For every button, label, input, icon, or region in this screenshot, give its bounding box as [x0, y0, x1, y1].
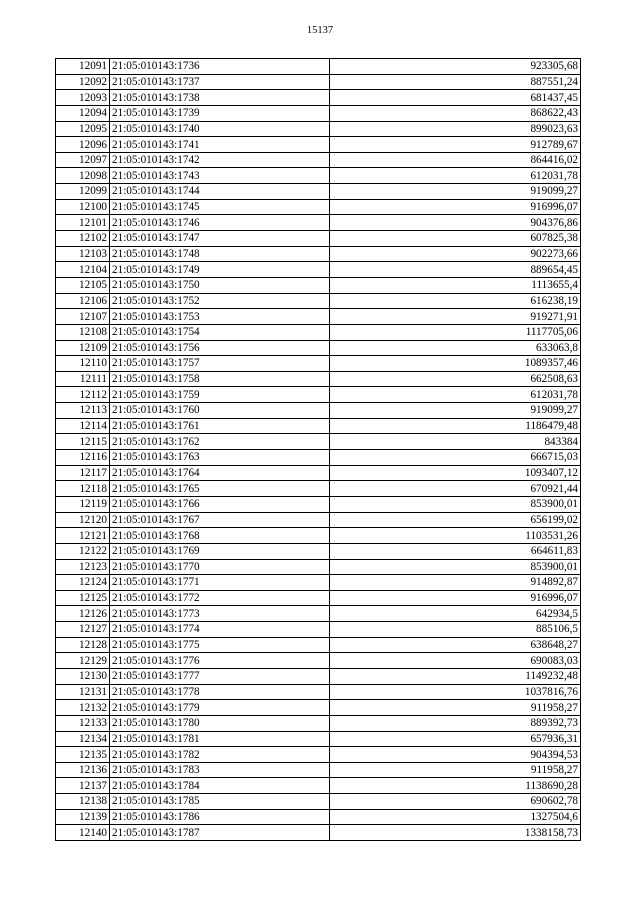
- cadastral-value: 1186479,48: [330, 418, 581, 434]
- cadastral-number: 21:05:010143:1772: [110, 590, 330, 606]
- row-number: 12134: [56, 731, 110, 747]
- table-row: [56, 403, 581, 419]
- cadastral-number: 21:05:010143:1777: [110, 668, 330, 684]
- table-row: [56, 715, 581, 731]
- cadastral-number: 21:05:010143:1763: [110, 450, 330, 466]
- row-number: 12112: [56, 387, 110, 403]
- row-number: 12096: [56, 137, 110, 153]
- cadastral-number: 21:05:010143:1765: [110, 481, 330, 497]
- row-number: 12104: [56, 262, 110, 278]
- table-row: [56, 747, 581, 763]
- cadastral-value: 868622,43: [330, 105, 581, 121]
- cadastral-value: 902273,66: [330, 246, 581, 262]
- cadastral-value: 919099,27: [330, 184, 581, 200]
- table-row: [56, 387, 581, 403]
- row-number: 12100: [56, 199, 110, 215]
- row-number: 12138: [56, 794, 110, 810]
- cadastral-value: 912789,67: [330, 137, 581, 153]
- table-row: [56, 90, 581, 106]
- cadastral-value: 1103531,26: [330, 528, 581, 544]
- cadastral-number: 21:05:010143:1756: [110, 340, 330, 356]
- table-row: [56, 168, 581, 184]
- row-number: 12118: [56, 481, 110, 497]
- cadastral-number: 21:05:010143:1737: [110, 74, 330, 90]
- page-number: 15137: [306, 25, 334, 36]
- cadastral-number: 21:05:010143:1776: [110, 653, 330, 669]
- cadastral-value: 889654,45: [330, 262, 581, 278]
- table-row: [56, 575, 581, 591]
- cadastral-number: 21:05:010143:1747: [110, 231, 330, 247]
- cadastral-value-table: [55, 58, 581, 841]
- cadastral-value: 1037816,76: [330, 684, 581, 700]
- cadastral-value: 642934,5: [330, 606, 581, 622]
- cadastral-number: 21:05:010143:1775: [110, 637, 330, 653]
- cadastral-value: 1327504,6: [330, 809, 581, 825]
- cadastral-number: 21:05:010143:1754: [110, 324, 330, 340]
- cadastral-value: 1117705,06: [330, 324, 581, 340]
- table-row: [56, 184, 581, 200]
- row-number: 12097: [56, 152, 110, 168]
- cadastral-value: 666715,03: [330, 450, 581, 466]
- row-number: 12133: [56, 715, 110, 731]
- cadastral-number: 21:05:010143:1780: [110, 715, 330, 731]
- cadastral-number: 21:05:010143:1743: [110, 168, 330, 184]
- table-row: [56, 74, 581, 90]
- cadastral-number: 21:05:010143:1745: [110, 199, 330, 215]
- cadastral-number: 21:05:010143:1748: [110, 246, 330, 262]
- cadastral-number: 21:05:010143:1767: [110, 512, 330, 528]
- cadastral-value: 612031,78: [330, 168, 581, 184]
- table-row: [56, 450, 581, 466]
- table-row: [56, 418, 581, 434]
- row-number: 12136: [56, 762, 110, 778]
- cadastral-value: 1113655,4: [330, 277, 581, 293]
- cadastral-value: 885106,5: [330, 622, 581, 638]
- cadastral-value: 633063,8: [330, 340, 581, 356]
- row-number: 12098: [56, 168, 110, 184]
- table-row: [56, 59, 581, 75]
- cadastral-value: 911958,27: [330, 762, 581, 778]
- cadastral-number: 21:05:010143:1758: [110, 371, 330, 387]
- cadastral-number: 21:05:010143:1764: [110, 465, 330, 481]
- row-number: 12123: [56, 559, 110, 575]
- cadastral-value: 1338158,73: [330, 825, 581, 841]
- table-row: [56, 778, 581, 794]
- cadastral-value: 919271,91: [330, 309, 581, 325]
- table-row: [56, 794, 581, 810]
- row-number: 12122: [56, 543, 110, 559]
- cadastral-number: 21:05:010143:1768: [110, 528, 330, 544]
- row-number: 12103: [56, 246, 110, 262]
- cadastral-value: 690602,78: [330, 794, 581, 810]
- row-number: 12126: [56, 606, 110, 622]
- table-row: [56, 215, 581, 231]
- table-row: [56, 809, 581, 825]
- cadastral-value: 904376,86: [330, 215, 581, 231]
- cadastral-number: 21:05:010143:1740: [110, 121, 330, 137]
- cadastral-value: 1093407,12: [330, 465, 581, 481]
- cadastral-number: 21:05:010143:1769: [110, 543, 330, 559]
- table-row: [56, 324, 581, 340]
- cadastral-value: 911958,27: [330, 700, 581, 716]
- cadastral-value: 670921,44: [330, 481, 581, 497]
- cadastral-number: 21:05:010143:1757: [110, 356, 330, 372]
- cadastral-value: 662508,63: [330, 371, 581, 387]
- row-number: 12128: [56, 637, 110, 653]
- row-number: 12127: [56, 622, 110, 638]
- table-row: [56, 559, 581, 575]
- table-row: [56, 700, 581, 716]
- table-row: [56, 543, 581, 559]
- row-number: 12132: [56, 700, 110, 716]
- row-number: 12095: [56, 121, 110, 137]
- cadastral-value: 681437,45: [330, 90, 581, 106]
- row-number: 12094: [56, 105, 110, 121]
- cadastral-value: 919099,27: [330, 403, 581, 419]
- table-row: [56, 434, 581, 450]
- cadastral-number: 21:05:010143:1784: [110, 778, 330, 794]
- table-row: [56, 512, 581, 528]
- cadastral-value: 1149232,48: [330, 668, 581, 684]
- cadastral-number: 21:05:010143:1779: [110, 700, 330, 716]
- cadastral-value: 657936,31: [330, 731, 581, 747]
- row-number: 12129: [56, 653, 110, 669]
- cadastral-number: 21:05:010143:1738: [110, 90, 330, 106]
- cadastral-number: 21:05:010143:1783: [110, 762, 330, 778]
- table-row: [56, 121, 581, 137]
- row-number: 12102: [56, 231, 110, 247]
- row-number: 12106: [56, 293, 110, 309]
- row-number: 12125: [56, 590, 110, 606]
- cadastral-number: 21:05:010143:1753: [110, 309, 330, 325]
- row-number: 12117: [56, 465, 110, 481]
- cadastral-number: 21:05:010143:1752: [110, 293, 330, 309]
- row-number: 12110: [56, 356, 110, 372]
- table-row: [56, 137, 581, 153]
- cadastral-number: 21:05:010143:1741: [110, 137, 330, 153]
- cadastral-number: 21:05:010143:1760: [110, 403, 330, 419]
- table-row: [56, 825, 581, 841]
- row-number: 12139: [56, 809, 110, 825]
- cadastral-number: 21:05:010143:1762: [110, 434, 330, 450]
- row-number: 12116: [56, 450, 110, 466]
- cadastral-value: 887551,24: [330, 74, 581, 90]
- row-number: 12113: [56, 403, 110, 419]
- cadastral-number: 21:05:010143:1742: [110, 152, 330, 168]
- cadastral-number: 21:05:010143:1736: [110, 59, 330, 75]
- table-row: [56, 105, 581, 121]
- cadastral-number: 21:05:010143:1785: [110, 794, 330, 810]
- cadastral-value: 899023,63: [330, 121, 581, 137]
- table-row: [56, 262, 581, 278]
- cadastral-number: 21:05:010143:1774: [110, 622, 330, 638]
- cadastral-number: 21:05:010143:1759: [110, 387, 330, 403]
- row-number: 12092: [56, 74, 110, 90]
- cadastral-value: 843384: [330, 434, 581, 450]
- cadastral-number: 21:05:010143:1778: [110, 684, 330, 700]
- cadastral-value: 923305,68: [330, 59, 581, 75]
- cadastral-number: 21:05:010143:1746: [110, 215, 330, 231]
- cadastral-number: 21:05:010143:1770: [110, 559, 330, 575]
- row-number: 12130: [56, 668, 110, 684]
- row-number: 12111: [56, 371, 110, 387]
- cadastral-number: 21:05:010143:1786: [110, 809, 330, 825]
- table-row: [56, 590, 581, 606]
- cadastral-value: 664611,83: [330, 543, 581, 559]
- cadastral-number: 21:05:010143:1766: [110, 496, 330, 512]
- row-number: 12124: [56, 575, 110, 591]
- row-number: 12135: [56, 747, 110, 763]
- row-number: 12107: [56, 309, 110, 325]
- table-row: [56, 606, 581, 622]
- table-row: [56, 637, 581, 653]
- table-row: [56, 684, 581, 700]
- table-row: [56, 622, 581, 638]
- row-number: 12101: [56, 215, 110, 231]
- row-number: 12140: [56, 825, 110, 841]
- cadastral-value: 607825,38: [330, 231, 581, 247]
- table-body: [56, 59, 581, 841]
- table-row: [56, 293, 581, 309]
- table-row: [56, 668, 581, 684]
- cadastral-number: 21:05:010143:1787: [110, 825, 330, 841]
- cadastral-value: 904394,53: [330, 747, 581, 763]
- table-row: [56, 199, 581, 215]
- cadastral-value: 916996,07: [330, 199, 581, 215]
- table-row: [56, 356, 581, 372]
- row-number: 12121: [56, 528, 110, 544]
- row-number: 12115: [56, 434, 110, 450]
- row-number: 12109: [56, 340, 110, 356]
- cadastral-value: 616238,19: [330, 293, 581, 309]
- cadastral-value: 889392,73: [330, 715, 581, 731]
- row-number: 12137: [56, 778, 110, 794]
- table-row: [56, 496, 581, 512]
- row-number: 12131: [56, 684, 110, 700]
- cadastral-value: 916996,07: [330, 590, 581, 606]
- table-row: [56, 762, 581, 778]
- cadastral-value: 638648,27: [330, 637, 581, 653]
- row-number: 12119: [56, 496, 110, 512]
- table-row: [56, 340, 581, 356]
- row-number: 12091: [56, 59, 110, 75]
- row-number: 12114: [56, 418, 110, 434]
- row-number: 12093: [56, 90, 110, 106]
- cadastral-number: 21:05:010143:1773: [110, 606, 330, 622]
- table-row: [56, 731, 581, 747]
- table-row: [56, 653, 581, 669]
- cadastral-value: 690083,03: [330, 653, 581, 669]
- table-row: [56, 231, 581, 247]
- cadastral-value: 864416,02: [330, 152, 581, 168]
- cadastral-number: 21:05:010143:1749: [110, 262, 330, 278]
- table-row: [56, 481, 581, 497]
- cadastral-number: 21:05:010143:1750: [110, 277, 330, 293]
- table-row: [56, 371, 581, 387]
- cadastral-value: 1089357,46: [330, 356, 581, 372]
- table-row: [56, 309, 581, 325]
- cadastral-value: 656199,02: [330, 512, 581, 528]
- cadastral-number: 21:05:010143:1744: [110, 184, 330, 200]
- row-number: 12099: [56, 184, 110, 200]
- table-row: [56, 246, 581, 262]
- cadastral-value: 914892,87: [330, 575, 581, 591]
- cadastral-number: 21:05:010143:1739: [110, 105, 330, 121]
- cadastral-value: 853900,01: [330, 559, 581, 575]
- table-row: [56, 465, 581, 481]
- table-row: [56, 528, 581, 544]
- row-number: 12108: [56, 324, 110, 340]
- cadastral-number: 21:05:010143:1782: [110, 747, 330, 763]
- cadastral-value: 853900,01: [330, 496, 581, 512]
- table-row: [56, 277, 581, 293]
- row-number: 12120: [56, 512, 110, 528]
- cadastral-number: 21:05:010143:1761: [110, 418, 330, 434]
- cadastral-number: 21:05:010143:1771: [110, 575, 330, 591]
- row-number: 12105: [56, 277, 110, 293]
- table-row: [56, 152, 581, 168]
- cadastral-value: 1138690,28: [330, 778, 581, 794]
- cadastral-number: 21:05:010143:1781: [110, 731, 330, 747]
- cadastral-value: 612031,78: [330, 387, 581, 403]
